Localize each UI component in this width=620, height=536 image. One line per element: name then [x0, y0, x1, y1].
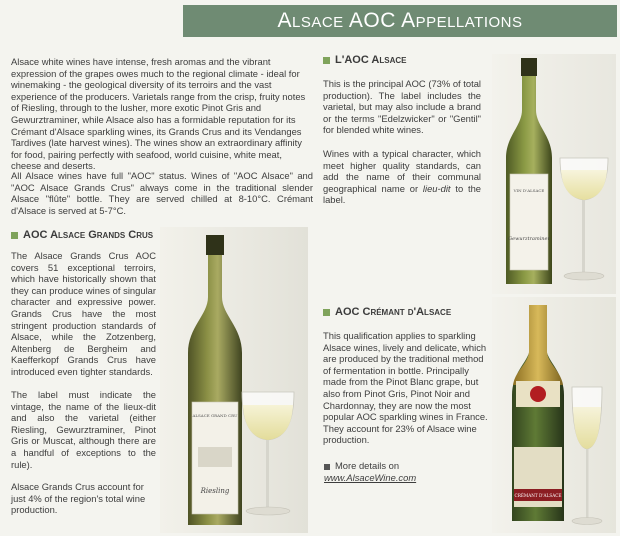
page-title: Alsace AOC Appellations — [277, 9, 523, 32]
aoc-alsace-heading: L'AOC Alsace — [323, 54, 406, 66]
aoc-alsace-paragraph-2: Wines with a typical character, which meet higher quality standards, can add the name of their communal geographical name or lieu-dit to the label. — [323, 148, 481, 206]
grand-cru-bottle-photo — [160, 227, 308, 533]
bottle2-label-script: Gewurztraminer — [508, 236, 550, 242]
cremant-paragraph: This qualification applies to sparkling Alsace wines, lively and delicate, which are produced by the traditional method of fermentation in bottle. Principally made from the Pinot Blanc grape, but also from Pinot Gris, Pinot Noir and Chardonnay, they are now the most popular AOC sparkling wines in France. They account for 23% of Alsace wine production. — [323, 330, 488, 446]
grands-crus-paragraph-1: The Alsace Grands Crus AOC covers 51 exceptional terroirs, which have historically shown that they can produce wines of singular character and expressive power. Grands Crus have the most stringent production standards of Alsace, while the Zotzenberg, Altenberg de Bergheim and Kaefferkopf Grands Crus have introduced even tighter standards. — [11, 250, 156, 377]
cremant-bottle-photo — [492, 297, 616, 533]
intro-paragraph-2: All Alsace wines have full "AOC" status. Wines of "AOC Alsace" and "AOC Alsace Grands Crus" always come in the traditional slender Alsace "flûte" bottle. They are served chilled at 8-10°C. Crémant d'Alsace is served at 5-7°C. — [11, 170, 313, 216]
grands-crus-heading: AOC Alsace Grands Crus — [11, 229, 153, 241]
alsacewine-link[interactable]: www.AlsaceWine.com — [324, 471, 417, 483]
intro-paragraph-1: Alsace white wines have intense, fresh aromas and the vibrant expression of the grapes owes much to the regional climate - ideal for winemaking - the geological diversity of its terroirs and the vast experience of the producers. Varietals range from the crisp, fruity notes of Riesling, through to the lusher, more exotic Pinot Gris and Gewurztraminer, while Alsace also has a formidable reputation for its Crémant d'Alsace sparkling wines, its Grands Crus and its Vendanges Tardives (late harvest wines). The wines show an extraordinary affinity for food, pairing perfectly with seafood, world cuisine, white meat, cheese and deserts. — [11, 56, 306, 172]
grands-crus-paragraph-2: The label must indicate the vintage, the name of the lieux-dit and also the varietal (either Riesling, Gewurztraminer, Pinot Gris or Muscat, although there are a handful of exceptions to the rule). — [11, 389, 156, 470]
bottle1-label-top: ALSACE GRAND CRU — [192, 413, 238, 418]
green-square-bullet-icon — [323, 309, 330, 316]
grands-crus-paragraph-3: Alsace Grands Crus account for just 4% of the region's total wine production. — [11, 481, 146, 516]
alsace-bottle-photo — [492, 54, 616, 294]
aoc-alsace-paragraph-1: This is the principal AOC (73% of total production). The label includes the varietal, but may also include a brand or the terms "Edelzwicker" or "Gentil" for blended white wines. — [323, 78, 481, 136]
square-bullet-icon — [324, 464, 330, 470]
bottle2-label-top: VIN D'ALSACE — [513, 188, 545, 193]
green-square-bullet-icon — [323, 57, 330, 64]
green-square-bullet-icon — [11, 232, 18, 239]
bottle3-label: CRÉMANT D'ALSACE — [514, 493, 562, 498]
page-title-banner — [183, 5, 617, 37]
cremant-heading: AOC Crémant d'Alsace — [323, 306, 451, 318]
bottle1-label-script: Riesling — [200, 487, 230, 495]
more-details: More details on www.AlsaceWine.com — [324, 460, 417, 483]
